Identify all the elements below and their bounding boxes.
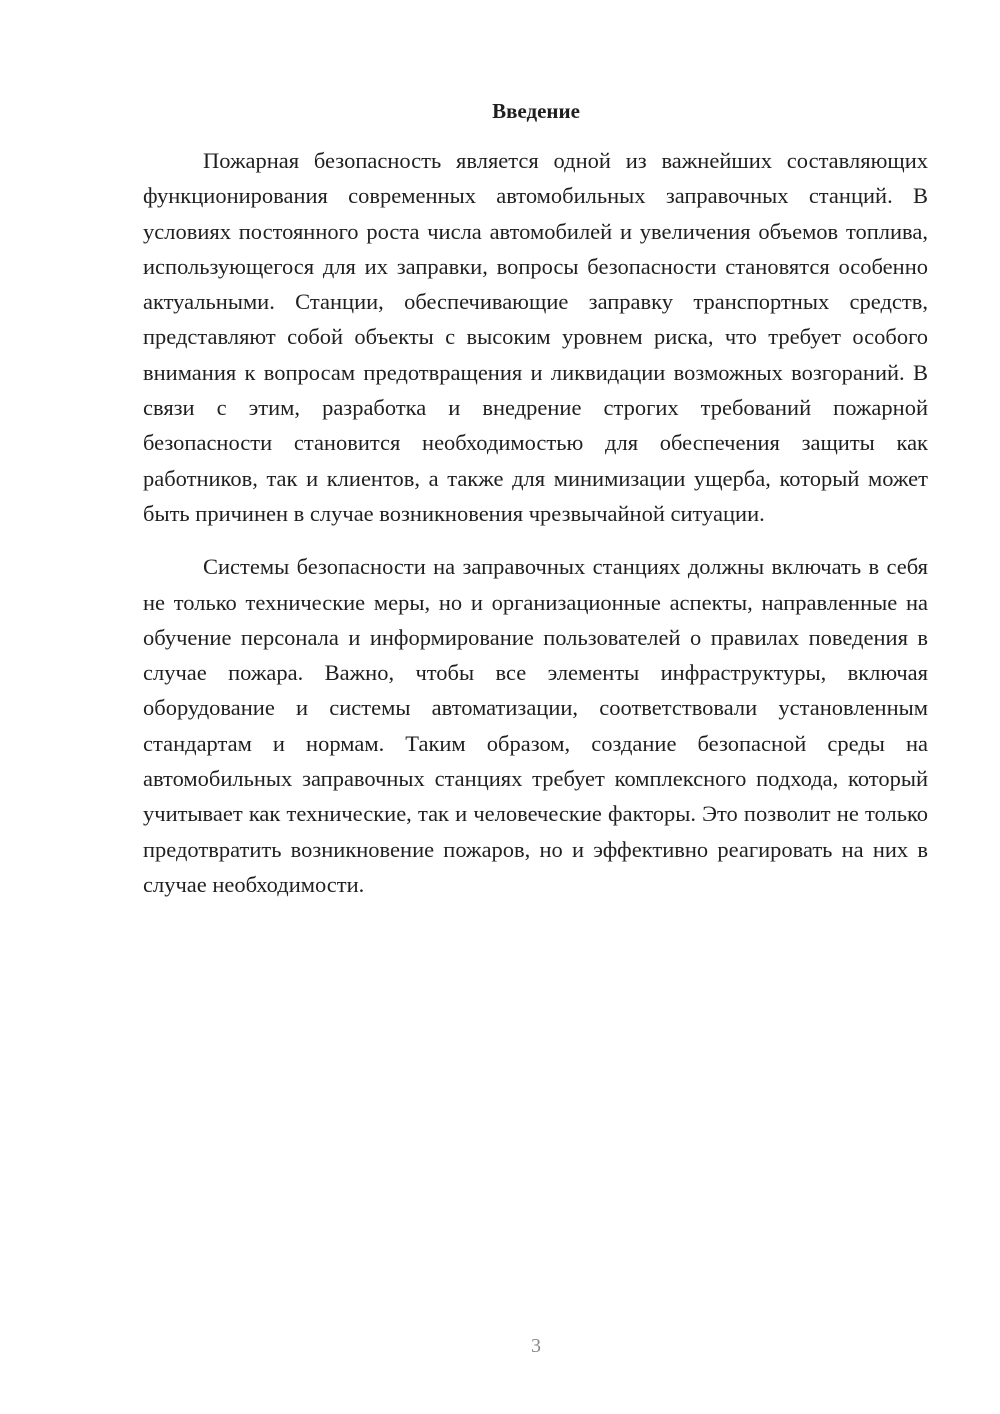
paragraph-2: Системы безопасности на заправочных станциях должны включать в себя не только технические меры, но и организационные аспекты, направленные на обучение персонала и информирование пользователей о правилах поведения в случае пожара. Важно, чтобы все элементы инфраструктуры, включая оборудование и системы автоматизации, соответствовали установленным стандартам и нормам. Таким образом, создание безопасной среды на автомобильных заправочных станциях требует комплексного подхода, который учитывает как технические, так и человеческие факторы. Это позволит не только предотвратить возникновение пожаров, но и эффективно реагировать на них в случае необходимости.	[143, 554, 928, 897]
section-heading: Введение	[492, 99, 580, 123]
body-text	[143, 143, 928, 902]
page-number: 3	[531, 1335, 541, 1357]
paragraph-1: Пожарная безопасность является одной из важнейших составляющих функционирования современных автомобильных заправочных станций. В условиях постоянного роста числа автомобилей и увеличения объемов топлива, использующегося для их заправки, вопросы безопасности становятся особенно актуальными. Станции, обеспечивающие заправку транспортных средств, представляют собой объекты с высоким уровнем риска, что требует особого внимания к вопросам предотвращения и ликвидации возможных возгораний. В связи с этим, разработка и внедрение строгих требований пожарной безопасности становится необходимостью для обеспечения защиты как работников, так и клиентов, а также для минимизации ущерба, который может быть причинен в случае возникновения чрезвычайной ситуации.	[143, 148, 928, 526]
